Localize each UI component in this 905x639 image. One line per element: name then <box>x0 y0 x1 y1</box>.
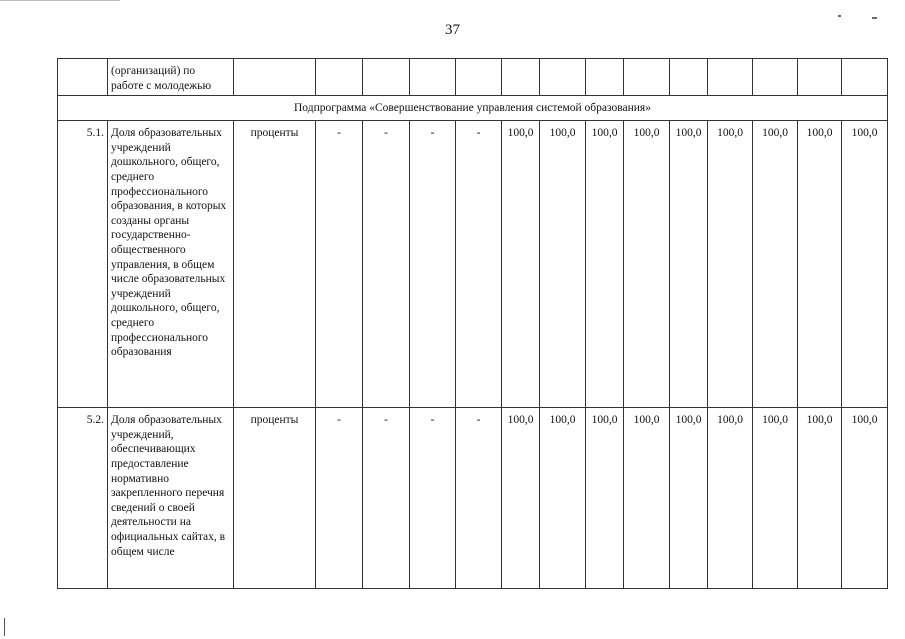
value-cell <box>670 59 708 96</box>
subprogram-title: Подпрограмма «Совершенствование управления системой образования» <box>58 96 888 121</box>
value-cell: 100,0 <box>586 121 624 408</box>
value-cell: 100,0 <box>798 121 842 408</box>
unit-cell: проценты <box>234 121 316 408</box>
table-row <box>58 408 888 589</box>
value-cell: 100,0 <box>708 408 753 589</box>
value-cell: 100,0 <box>540 121 586 408</box>
row-number-cell <box>58 59 108 96</box>
value-cell <box>363 59 410 96</box>
indicator-name-cell: (организаций) по работе с молодежью <box>108 59 234 96</box>
value-cell: 100,0 <box>670 121 708 408</box>
unit-cell: проценты <box>234 408 316 589</box>
scan-speck <box>872 17 877 19</box>
value-cell <box>540 59 586 96</box>
value-cell: 100,0 <box>842 121 888 408</box>
indicators-table <box>57 58 888 589</box>
value-cell: - <box>410 121 456 408</box>
value-cell: 100,0 <box>753 408 798 589</box>
value-cell <box>410 59 456 96</box>
value-cell: - <box>410 408 456 589</box>
value-cell: - <box>456 121 502 408</box>
value-cell: 100,0 <box>540 408 586 589</box>
value-cell <box>502 59 540 96</box>
subprogram-row <box>58 96 888 121</box>
value-cell: 100,0 <box>753 121 798 408</box>
row-number-cell: 5.2. <box>58 408 108 589</box>
scan-speck <box>838 15 841 17</box>
scan-speck <box>4 618 5 636</box>
table-row <box>58 121 888 408</box>
value-cell <box>624 59 670 96</box>
value-cell: - <box>316 408 363 589</box>
value-cell <box>708 59 753 96</box>
indicator-name-cell: Доля образовательных учреждений дошкольного, общего, среднего профессионального образования, в которых созданы органы государственно-общественного управления, в общем числе образовательных учреждений дошкольного, общего, среднего профессионального образования <box>108 121 234 408</box>
page-number: 37 <box>445 22 460 38</box>
value-cell: 100,0 <box>502 121 540 408</box>
value-cell: - <box>363 408 410 589</box>
value-cell: - <box>456 408 502 589</box>
value-cell: 100,0 <box>708 121 753 408</box>
table-row-continued <box>58 59 888 96</box>
value-cell <box>798 59 842 96</box>
value-cell: 100,0 <box>670 408 708 589</box>
unit-cell <box>234 59 316 96</box>
value-cell: 100,0 <box>624 408 670 589</box>
indicator-name-cell: Доля образовательных учреждений, обеспечивающих предоставление нормативно закрепленного перечня сведений о своей деятельности на официальных сайтах, в общем числе <box>108 408 234 589</box>
value-cell: 100,0 <box>624 121 670 408</box>
value-cell <box>842 59 888 96</box>
row-number-cell: 5.1. <box>58 121 108 408</box>
value-cell <box>456 59 502 96</box>
value-cell: 100,0 <box>842 408 888 589</box>
value-cell: 100,0 <box>586 408 624 589</box>
value-cell: - <box>316 121 363 408</box>
value-cell: 100,0 <box>502 408 540 589</box>
value-cell: 100,0 <box>798 408 842 589</box>
value-cell <box>753 59 798 96</box>
value-cell <box>586 59 624 96</box>
value-cell: - <box>363 121 410 408</box>
scan-speck <box>0 0 120 1</box>
value-cell <box>316 59 363 96</box>
